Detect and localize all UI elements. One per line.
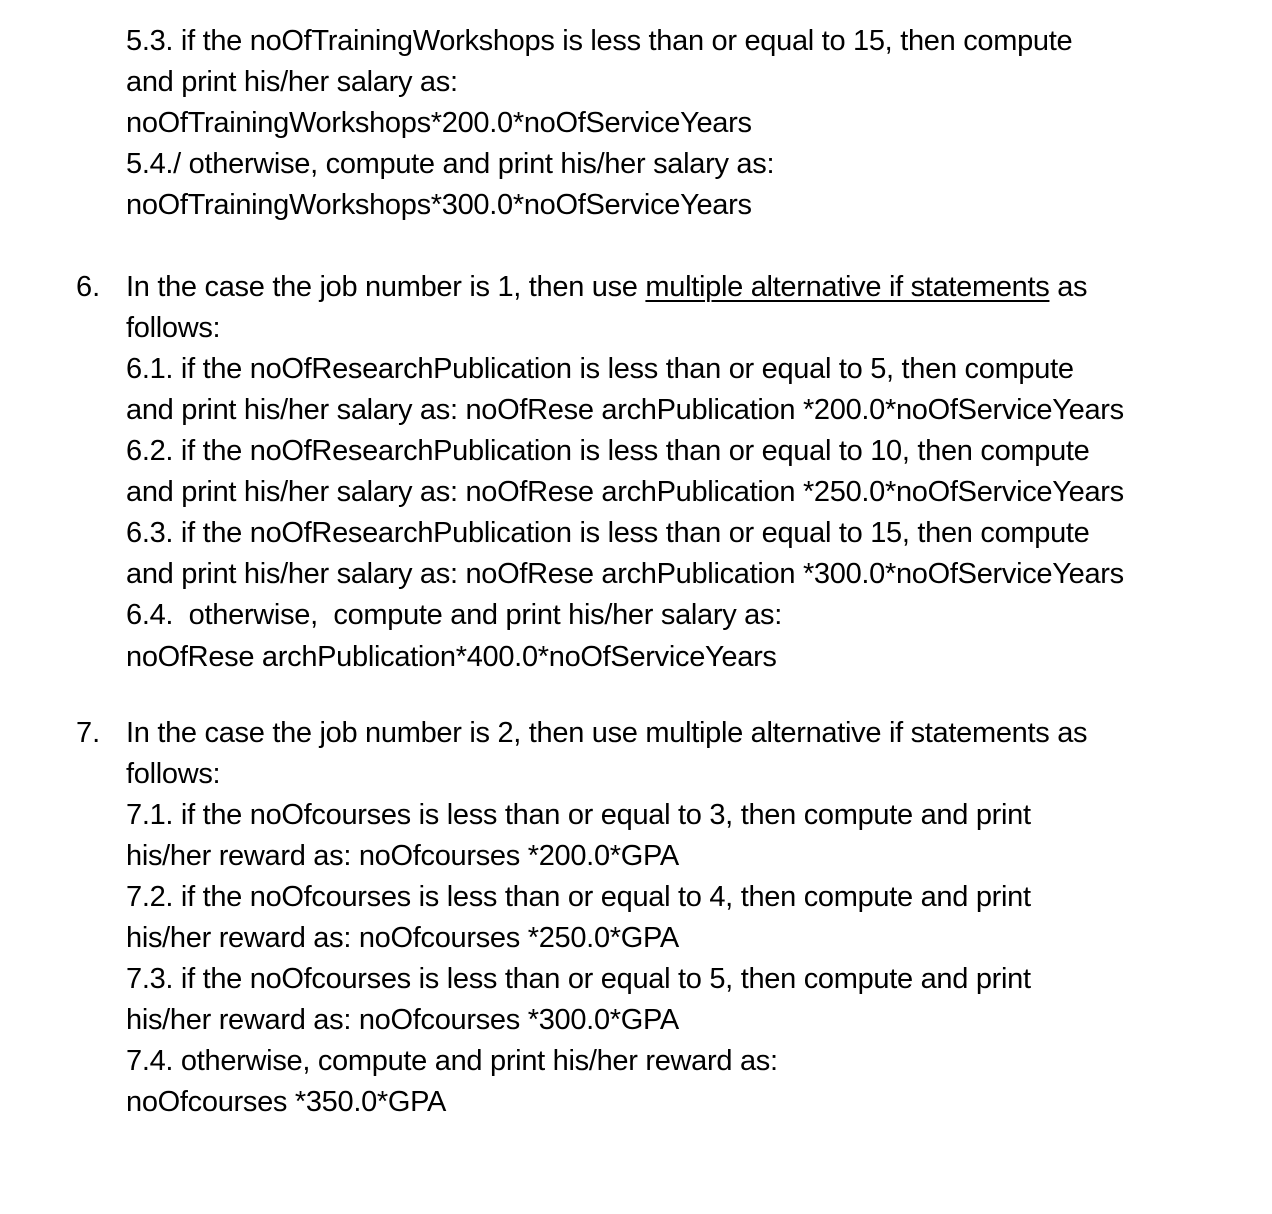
section-7-heading-line-2: follows:: [126, 758, 221, 790]
item-6-3-line-2: and print his/her salary as: noOfRese archPublication *300.0*noOfServiceYears: [126, 558, 1124, 590]
section-6-number: 6.: [76, 271, 101, 303]
item-5-3-line-3: noOfTrainingWorkshops*200.0*noOfServiceYears: [126, 107, 752, 139]
item-6-1-line-2: and print his/her salary as: noOfRese archPublication *200.0*noOfServiceYears: [126, 394, 1124, 426]
section-6-heading-line-1: [126, 267, 1087, 308]
section-7-heading-line-1: In the case the job number is 2, then use multiple alternative if statements as: [126, 717, 1088, 749]
item-5-4-line-2: noOfTrainingWorkshops*300.0*noOfServiceYears: [126, 189, 752, 221]
item-6-4-line-1: 6.4. otherwise, compute and print his/her salary as:: [126, 599, 782, 631]
item-7-4-line-1: 7.4. otherwise, compute and print his/her reward as:: [126, 1045, 778, 1077]
item-7-2-line-1: 7.2. if the noOfcourses is less than or equal to 4, then compute and print: [126, 881, 1031, 913]
section-6-heading-line-2: follows:: [126, 312, 221, 344]
section-6-heading-text: In the case the job number is 1, then use: [126, 271, 646, 303]
section-6-heading-tail: as: [1049, 271, 1088, 303]
item-7-3-line-1: 7.3. if the noOfcourses is less than or equal to 5, then compute and print: [126, 963, 1031, 995]
item-6-2-line-2: and print his/her salary as: noOfRese archPublication *250.0*noOfServiceYears: [126, 476, 1124, 508]
item-7-2-line-2: his/her reward as: noOfcourses *250.0*GPA: [126, 922, 679, 954]
section-7-number: 7.: [76, 717, 101, 749]
item-5-4-line-1: 5.4./ otherwise, compute and print his/her salary as:: [126, 148, 775, 180]
item-5-3-line-1: 5.3. if the noOfTrainingWorkshops is less than or equal to 15, then compute: [126, 25, 1073, 57]
item-7-1-line-2: his/her reward as: noOfcourses *200.0*GPA: [126, 840, 679, 872]
item-7-1-line-1: 7.1. if the noOfcourses is less than or equal to 3, then compute and print: [126, 799, 1031, 831]
item-7-4-line-2: noOfcourses *350.0*GPA: [126, 1086, 447, 1118]
item-5-3-line-2: and print his/her salary as:: [126, 66, 458, 98]
item-7-3-line-2: his/her reward as: noOfcourses *300.0*GPA: [126, 1004, 679, 1036]
item-6-3-line-1: 6.3. if the noOfResearchPublication is less than or equal to 15, then compute: [126, 517, 1090, 549]
item-6-1-line-1: 6.1. if the noOfResearchPublication is less than or equal to 5, then compute: [126, 353, 1074, 385]
item-6-4-line-2: noOfRese archPublication*400.0*noOfServiceYears: [126, 641, 777, 673]
underlined-phrase: multiple alternative if statements: [645, 271, 1050, 303]
item-6-2-line-1: 6.2. if the noOfResearchPublication is less than or equal to 10, then compute: [126, 435, 1090, 467]
